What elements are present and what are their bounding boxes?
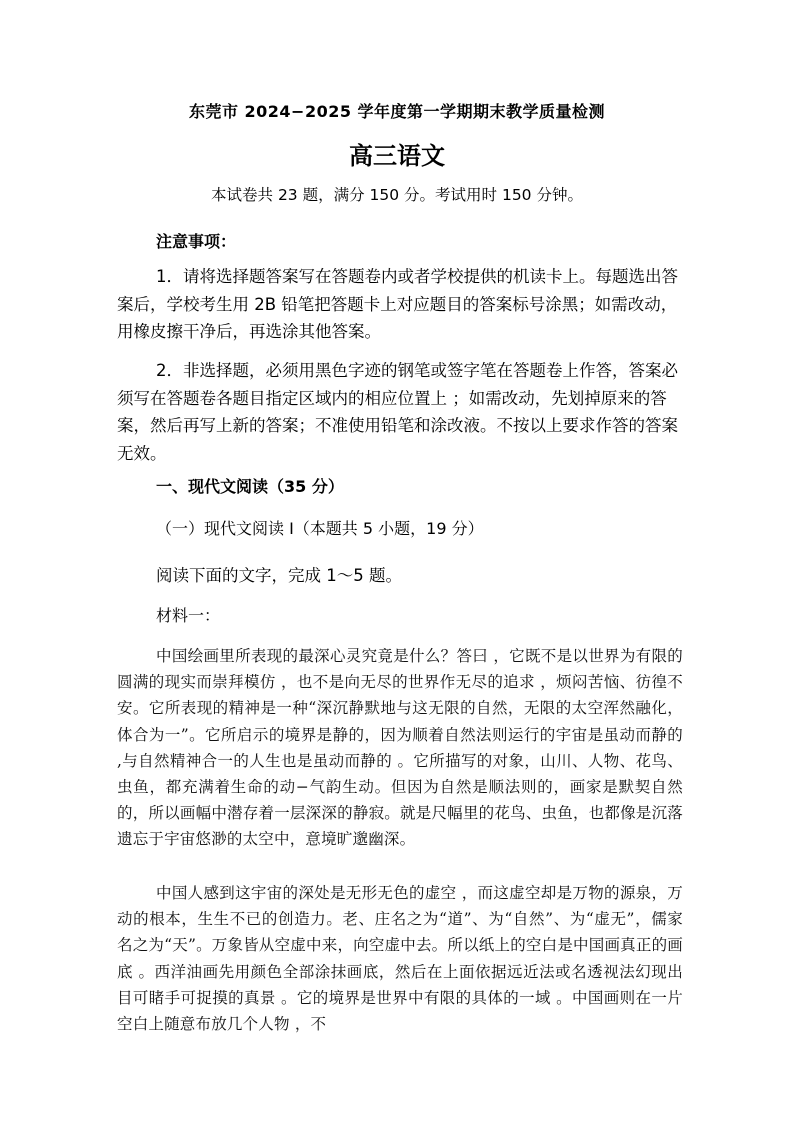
subsection-title: （一）现代文阅读 I（本题共 5 小题，19 分）	[156, 519, 484, 538]
material-label: 材料一：	[156, 606, 221, 625]
notice-heading: 注意事项：	[156, 232, 237, 251]
notice-item-2: 2．非选择题，必须用黑色字迹的钢笔或签字笔在答题卷上作答，答案必须写在答题卷各题目指定区域内的相应位置上 ；如需改动，先划掉原来的答案，然后再写上新的答案；不准使用铅笔和涂改液。不按以上要求作答的答案无效。	[117, 361, 678, 463]
material-paragraph-2: 中国人感到这宇宙的深处是无形无色的虚空 ，而这虚空却是万物的源泉，万动的根本，生生不已的创造力。老、庄名之为“道”、为“自然”、为“虚无”，儒家名之为“天”。万象皆从空虚中来，向空虚中去。所以纸上的空白是中国画真正的画底 。西洋油画先用颜色全部涂抹画底，然后在上面依据远近法或名透视法幻现出目可睹手可捉摸的真景 。它的境界是世界中有限的具体的一域 。中国画则在一片空白上随意布放几个人物 ，不	[117, 884, 683, 1034]
exam-info: 本试卷共 23 题，满分 150 分。考试用时 150 分钟。	[211, 186, 583, 204]
section-title: 一、现代文阅读（35 分）	[156, 477, 344, 496]
notice-item-1: 1．请将选择题答案写在答题卷内或者学校提供的机读卡上。每题选出答案后，学校考生用 2B 铅笔把答题卡上对应题目的答案标号涂黑；如需改动，用橡皮擦干净后，再选涂其他答案。	[117, 267, 678, 341]
subject-title: 高三语文	[349, 142, 445, 170]
exam-title: 东莞市 2024−2025 学年度第一学期期末教学质量检测	[188, 102, 606, 121]
material-paragraph-1: 中国绘画里所表现的最深心灵究竟是什么？答曰 ，它既不是以世界为有限的圆满的现实而崇拜模仿 ，也不是向无尽的世界作无尽的追求 ，烦闷苦恼、彷徨不安。它所表现的精神是一种“深沉静默地与这无限的自然，无限的太空浑然融化，体合为一”。它所启示的境界是静的，因为顺着自然法则运行的宇宙是虽动而静的 ,与自然精神合一的人生也是虽动而静的 。它所描写的对象，山川、人物、花鸟、虫鱼，都充满着生命的动−气韵生动。但因为自然是顺法则的，画家是默契自然的，所以画幅中潜存着一层深深的静寂。就是尺幅里的花鸟、虫鱼，也都像是沉落遗忘于宇宙悠渺的太空中，意境旷邈幽深。	[117, 647, 683, 849]
reading-instruction: 阅读下面的文字，完成 1～5 题。	[156, 566, 402, 585]
